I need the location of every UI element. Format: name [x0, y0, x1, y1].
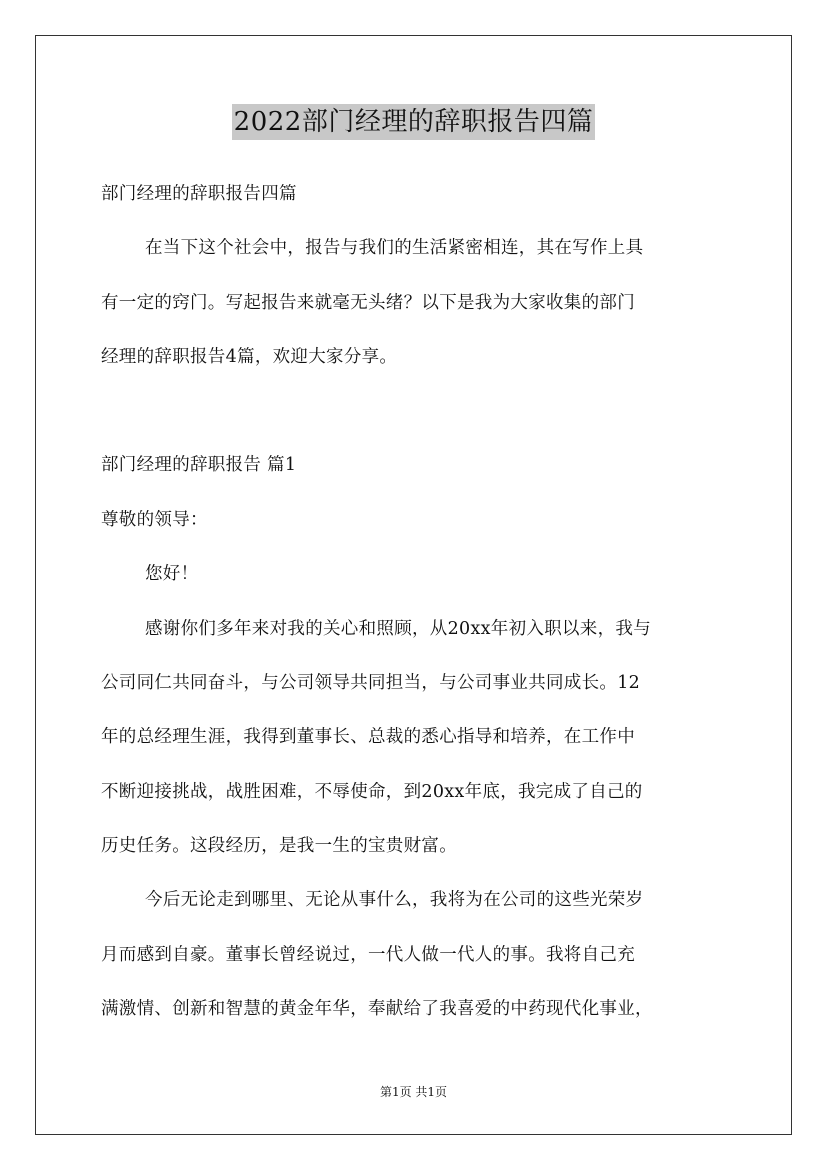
paragraph-line: 不断迎接挑战，战胜困难，不辱使命，到20xx年底，我完成了自己的 — [101, 782, 643, 802]
greeting: 您好！ — [145, 564, 199, 584]
paragraph-line: 感谢你们多年来对我的关心和照顾，从20xx年初入职以来，我与 — [145, 619, 652, 639]
paragraph-line: 年的总经理生涯，我得到董事长、总裁的悉心指导和培养，在工作中 — [101, 727, 635, 747]
paragraph-line: 公司同仁共同奋斗，与公司领导共同担当，与公司事业共同成长。12 — [101, 673, 641, 693]
section-heading: 部门经理的辞职报告 篇1 — [101, 455, 297, 475]
paragraph-line: 经理的辞职报告4篇，欢迎大家分享。 — [101, 347, 398, 367]
paragraph-line: 历史任务。这段经历，是我一生的宝贵财富。 — [101, 836, 457, 856]
subtitle-line: 部门经理的辞职报告四篇 — [101, 184, 297, 204]
document-title: 2022部门经理的辞职报告四篇 — [232, 104, 596, 140]
paragraph-line: 今后无论走到哪里、无论从事什么，我将为在公司的这些光荣岁 — [145, 890, 644, 910]
paragraph-line: 月而感到自豪。董事长曾经说过，一代人做一代人的事。我将自己充 — [101, 945, 635, 965]
paragraph-line: 在当下这个社会中，报告与我们的生活紧密相连，其在写作上具 — [145, 238, 644, 258]
paragraph-line: 有一定的窍门。写起报告来就毫无头绪？以下是我为大家收集的部门 — [101, 293, 635, 313]
page-footer: 第1页 共1页 — [379, 1085, 448, 1099]
salutation: 尊敬的领导： — [101, 510, 208, 530]
paragraph-line: 满激情、创新和智慧的黄金年华，奉献给了我喜爱的中药现代化事业， — [101, 999, 653, 1019]
title-container — [0, 104, 827, 140]
